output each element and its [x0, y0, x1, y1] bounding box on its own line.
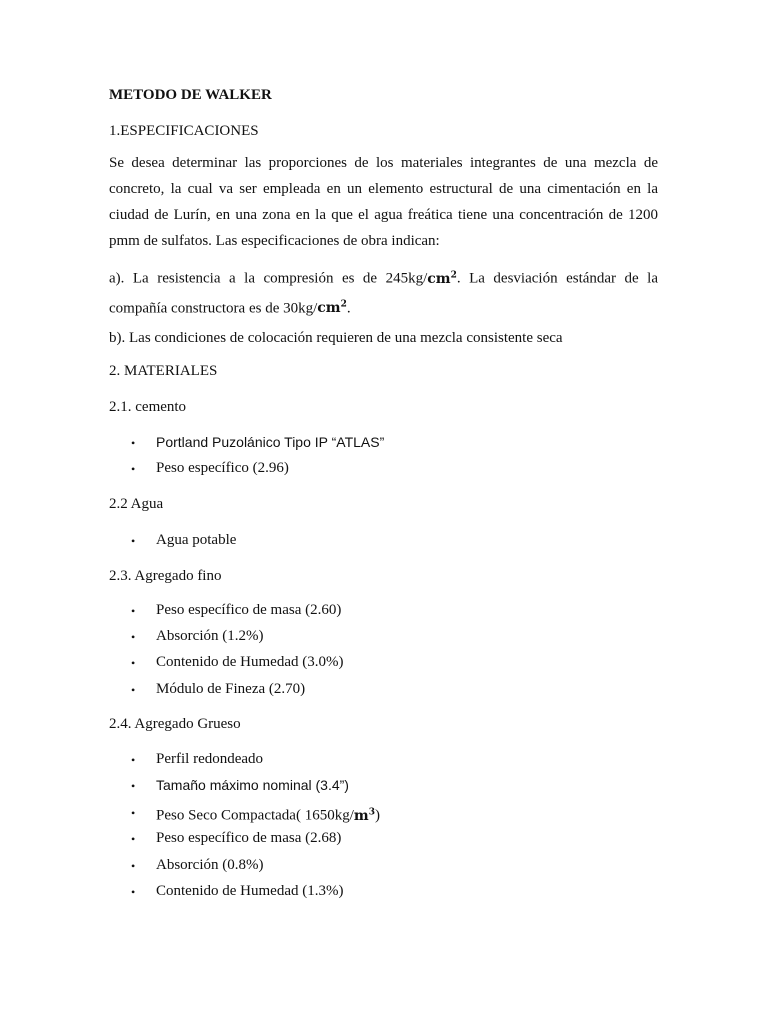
list-item: Peso específico (2.96): [156, 460, 289, 476]
list-item: Peso específico de masa (2.68): [156, 830, 342, 846]
bullet: •: [131, 753, 136, 767]
subsection-agua: 2.2 Agua: [109, 496, 164, 512]
paragraph-line: compañía constructora es de $30kg/cm^2$.: [109, 299, 351, 317]
list-item: Peso específico de masa (2.60): [156, 602, 342, 618]
list-item: Agua potable: [156, 532, 237, 548]
section-especificaciones: 1.ESPECIFICACIONES: [109, 123, 259, 139]
list-item: Peso Seco Compactada( $1650kg/m^3$): [156, 807, 380, 824]
list-item: Absorción (1.2%): [156, 628, 264, 644]
subsection-cemento: 2.1. cemento: [109, 399, 187, 415]
list-item: Contenido de Humedad (1.3%): [156, 883, 344, 899]
bullet: •: [131, 630, 136, 644]
bullet: •: [131, 859, 136, 873]
bullet: •: [131, 885, 136, 899]
bullet: •: [131, 806, 136, 820]
list-item: Absorción (0.8%): [156, 857, 264, 873]
paragraph-line: Se desea determinar las proporciones de los materiales integrantes de una mezcla de: [109, 155, 658, 171]
bullet: •: [131, 832, 136, 846]
paragraph-line: pmm de sulfatos. Las especificaciones de obra indican:: [109, 233, 440, 249]
list-item: Módulo de Fineza (2.70): [156, 681, 306, 697]
bullet: •: [131, 683, 136, 697]
paragraph-intro: [109, 150, 658, 254]
paragraph-line: ciudad de Lurín, en una zona en la que el agua freática tiene una concentración de 1200: [109, 207, 658, 223]
subsection-agregado-fino: 2.3. Agregado fino: [109, 568, 222, 584]
bullet: •: [131, 604, 136, 618]
subsection-agregado-grueso: 2.4. Agregado Grueso: [109, 716, 241, 732]
bullet: •: [131, 656, 136, 670]
list-item: Tamaño máximo nominal (3.4”): [156, 777, 349, 793]
unit-cm2: $cm^2$: [427, 270, 457, 287]
paragraph-line: a). La resistencia a la compresión es de $245kg/cm^2$. La desviación estándar de la: [109, 270, 659, 287]
section-materiales: 2. MATERIALES: [109, 363, 218, 379]
list-item: Portland Puzolánico Tipo IP “ATLAS”: [156, 434, 385, 450]
list-item: Contenido de Humedad (3.0%): [156, 654, 344, 670]
unit-m3: $m^3$: [353, 807, 375, 824]
unit-cm2: $cm^2$: [317, 299, 347, 317]
bullet: •: [131, 779, 136, 793]
spec-item-b: b). Las condiciones de colocación requieren de una mezcla consistente seca: [109, 330, 563, 346]
spec-item-a: [109, 262, 658, 321]
paragraph-line: concreto, la cual va ser empleada en un elemento estructural de una cimentación en la: [109, 181, 658, 197]
bullet: •: [131, 462, 136, 476]
bullet: •: [131, 534, 136, 548]
bullet: •: [131, 436, 136, 450]
list-item: Perfil redondeado: [156, 751, 264, 767]
document-title: METODO DE WALKER: [109, 87, 272, 103]
